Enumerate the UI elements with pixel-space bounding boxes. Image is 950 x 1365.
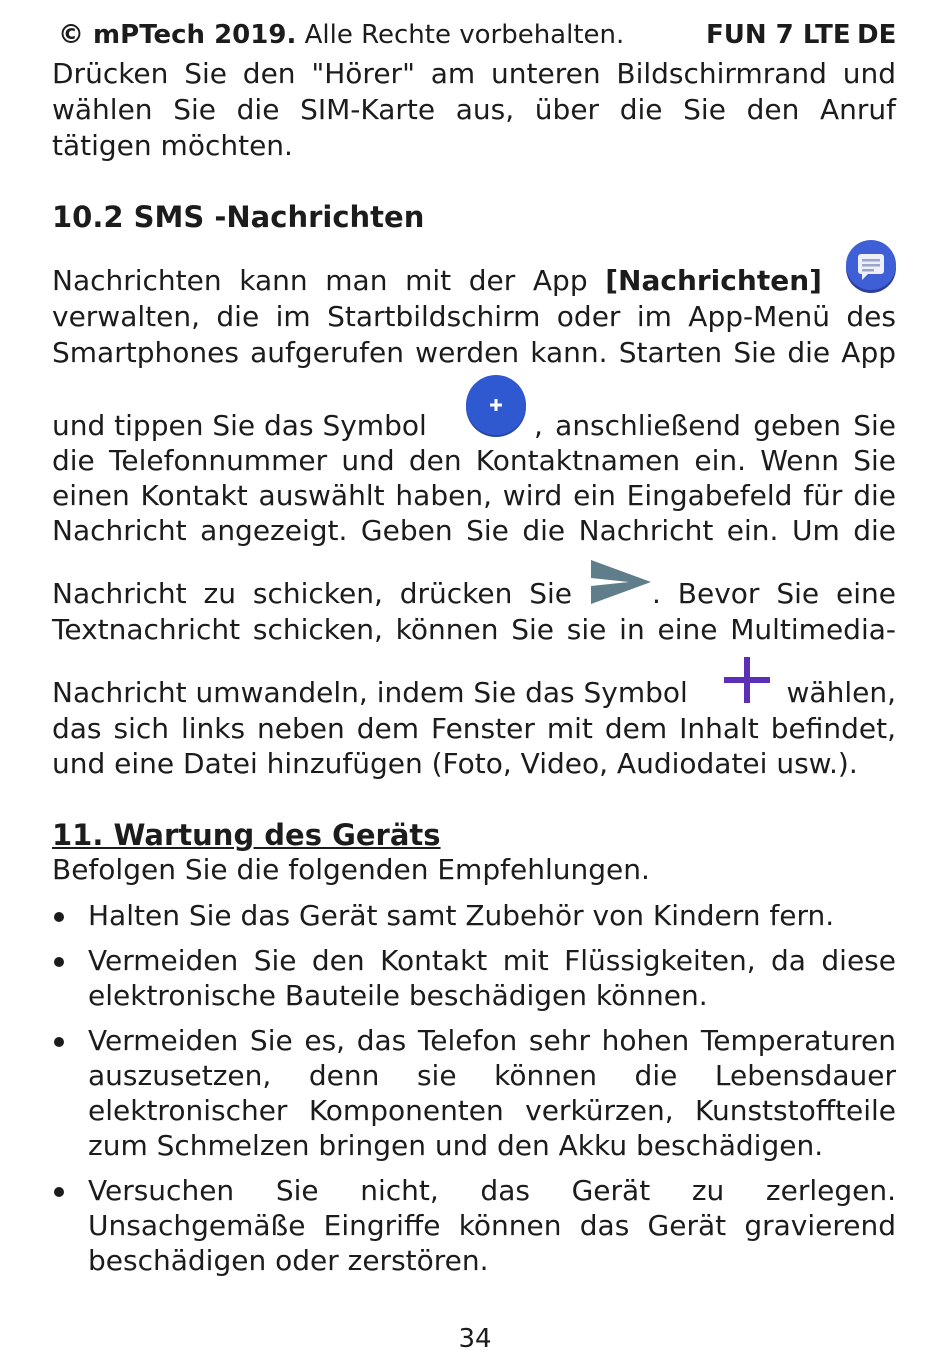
sms-line-1 — [52, 263, 822, 299]
sms-line-6-text: einen Kontakt auswählt haben, wird ein Eingabefeld für die — [52, 479, 896, 512]
sms-line-8-before: Nachricht zu schicken, drücken Sie — [52, 577, 572, 610]
copyright-rest: Alle Rechte vorbehalten. — [296, 20, 625, 50]
sms-line-6 — [52, 478, 896, 514]
care-bullet-list — [52, 898, 896, 1288]
sms-line-9 — [52, 612, 896, 648]
sms-line-5-text: die Telefonnummer und den Kontaktnamen ein. Wenn Sie — [52, 444, 896, 477]
list-item — [52, 1023, 896, 1163]
app-name-messages: [Nachrichten] — [605, 264, 822, 297]
sms-line-9-text: Textnachricht schicken, können Sie sie in eine Multimedia- — [52, 613, 896, 646]
sms-line-2 — [52, 299, 896, 335]
sms-line-11 — [52, 711, 896, 747]
bullet-dot — [54, 957, 64, 967]
sms-line-12-text: und eine Datei hinzufügen (Foto, Video, Audiodatei usw.). — [52, 747, 858, 780]
sms-line-10-before: Nachricht umwandeln, indem Sie das Symbol — [52, 676, 688, 709]
sms-line-1-words — [52, 263, 822, 299]
sms-line-1-word: man — [325, 264, 388, 297]
language-code: DE — [857, 20, 897, 50]
copyright-header — [58, 18, 624, 52]
bullet-dot — [54, 912, 64, 922]
list-item — [52, 943, 896, 1013]
model-name: FUN 7 LTE — [706, 20, 851, 50]
sms-line-3 — [52, 335, 896, 371]
sms-line-7 — [52, 513, 896, 549]
list-item — [52, 1173, 896, 1278]
care-intro: Befolgen Sie die folgenden Empfehlungen. — [52, 853, 650, 886]
new-message-fab-icon — [464, 374, 528, 438]
section-heading-care: 11. Wartung des Geräts — [52, 818, 441, 852]
messages-app-icon — [845, 238, 897, 294]
sms-line-4-after: , anschließend geben Sie — [534, 409, 896, 442]
bullet-text: Halten Sie das Gerät samt Zubehör von Kindern fern. — [88, 899, 835, 932]
bullet-text: Vermeiden Sie den Kontakt mit Flüssigkeiten, da diese elektronische Bauteile beschädigen können. — [88, 944, 896, 1012]
copyright-bold: © mPTech 2019. — [58, 20, 297, 50]
sms-line-11-text: das sich links neben dem Fenster mit dem Inhalt befindet, — [52, 712, 896, 745]
intro-paragraph: Drücken Sie den "Hörer" am unteren Bildschirmrand und wählen Sie die SIM-Karte aus, über die Sie den Anruf tätigen möchten. — [52, 57, 896, 162]
sms-line-12 — [52, 746, 896, 782]
sms-line-1-word: kann — [239, 264, 308, 297]
sms-line-1-word: der — [468, 264, 516, 297]
sms-line-2-text: verwalten, die im Startbildschirm oder im App-Menü des — [52, 300, 896, 333]
bullet-dot — [54, 1037, 64, 1047]
bullet-dot — [54, 1187, 64, 1197]
list-item — [52, 898, 896, 933]
page-number: 34 — [458, 1324, 492, 1354]
sms-line-3-text: Smartphones aufgerufen werden kann. Starten Sie die App — [52, 336, 896, 369]
sms-line-1-word: App — [532, 264, 588, 297]
bullet-text: Versuchen Sie nicht, das Gerät zu zerlegen. Unsachgemäße Eingriffe können das Gerät gravierend beschädigen oder zerstören. — [88, 1174, 896, 1277]
sms-line-1-word: mit — [405, 264, 452, 297]
sms-line-10-after: wählen, — [786, 676, 896, 709]
sms-line-7-text: Nachricht angezeigt. Geben Sie die Nachricht ein. Um die — [52, 514, 896, 547]
add-attachment-icon — [722, 655, 772, 705]
bullet-text: Vermeiden Sie es, das Telefon sehr hohen Temperaturen auszusetzen, denn sie können die Lebensdauer elektronischer Komponenten verkürzen, Kunststoffteile zum Schmelzen bringen und den Akku beschädigen. — [88, 1024, 896, 1162]
sms-line-1-word: Nachrichten — [52, 264, 222, 297]
section-heading-sms: 10.2 SMS -Nachrichten — [52, 200, 425, 234]
sms-line-5 — [52, 443, 896, 479]
send-icon — [589, 556, 653, 606]
sms-line-8-after: . Bevor Sie eine — [652, 577, 896, 610]
sms-line-4-before: und tippen Sie das Symbol — [52, 409, 427, 442]
